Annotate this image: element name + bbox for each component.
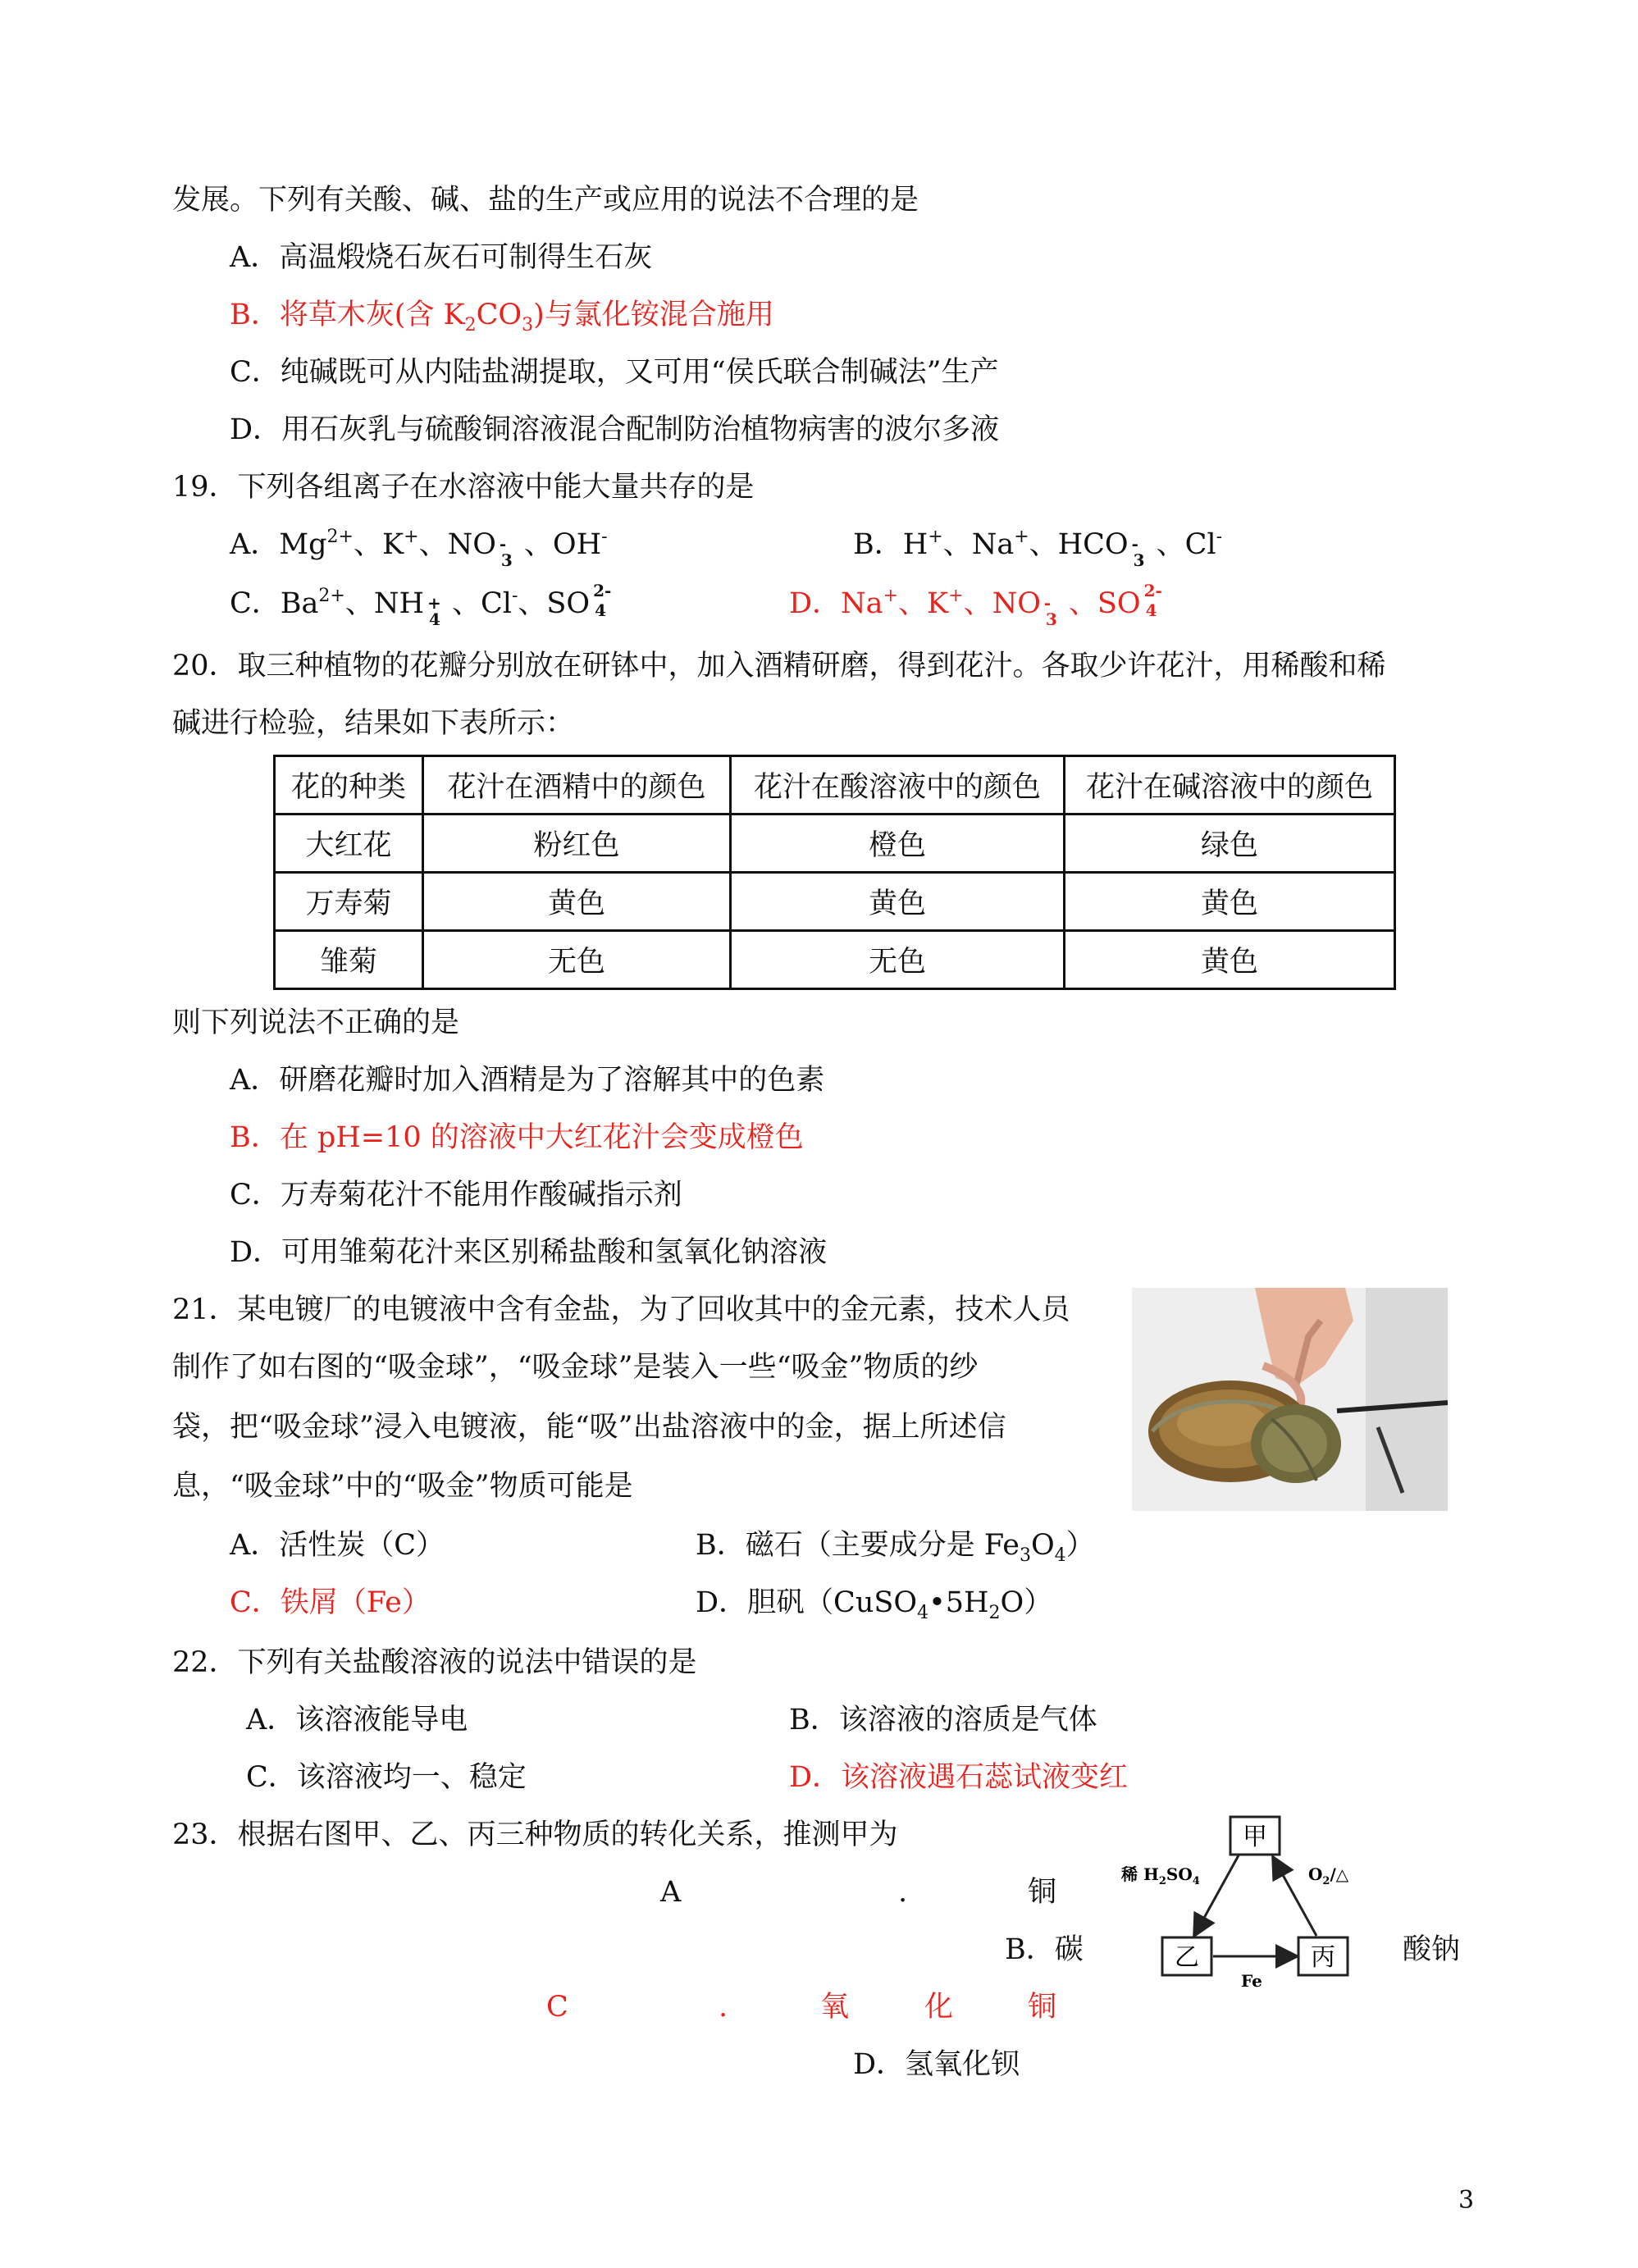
q18-option-c: C．纯碱既可从内陆盐湖提取，又可用“侯氏联合制碱法”生产	[230, 356, 999, 389]
q22-option-c: C．该溶液均一、稳定	[246, 1761, 527, 1794]
table-cell: 黄色	[1065, 873, 1395, 931]
q23-option-c-char3: 铜	[1028, 1991, 1057, 2024]
q23-stem: 23．根据右图甲、乙、丙三种物质的转化关系，推测甲为	[172, 1819, 898, 1851]
table-header-cell: 花汁在碱溶液中的颜色	[1065, 756, 1395, 815]
q22-stem: 22．下列有关盐酸溶液的说法中错误的是	[172, 1646, 697, 1679]
table-row	[275, 873, 1395, 931]
table-cell: 黄色	[731, 873, 1065, 931]
q19-option-b: B．H+、Na+、HCO - 3 、Cl-	[853, 527, 1223, 570]
q18-option-d: D．用石灰乳与硫酸铜溶液混合配制防治植物病害的波尔多液	[230, 413, 1000, 446]
table-header-cell: 花汁在酒精中的颜色	[423, 756, 731, 815]
right-arrow-label: $O_2/\triangle$	[1308, 1864, 1349, 1887]
q23-option-a-letter: A	[660, 1876, 682, 1909]
gold-absorbing-ball-photo	[1132, 1288, 1448, 1511]
q21-stem-line1: 21．某电镀厂的电镀液中含有金盐，为了回收其中的金元素，技术人员	[172, 1294, 1070, 1326]
table-header-row	[275, 756, 1395, 815]
q23-option-c-char2: 化	[924, 1991, 954, 2024]
q23-option-a-dot: .	[898, 1876, 908, 1909]
q19-option-c: C．$Ba^{2+}$、NH + 4 、Cl-、SO 2- 4	[230, 581, 612, 629]
q20-option-c: C．万寿菊花汁不能用作酸碱指示剂	[230, 1179, 682, 1212]
q20-option-d: D．可用雏菊花汁来区别稀盐酸和氢氧化钠溶液	[230, 1236, 828, 1269]
left-arrow-label: 稀 $H_2SO_4$	[1121, 1864, 1200, 1887]
q19-stem: 19．下列各组离子在水溶液中能大量共存的是	[172, 471, 755, 504]
q23-option-a-text: 铜	[1028, 1876, 1057, 1909]
q18-option-a: A．高温煅烧石灰石可制得生石灰	[230, 241, 653, 274]
q20-lead: 则下列说法不正确的是	[172, 1006, 460, 1039]
q22-option-b: B．该溶液的溶质是气体	[789, 1704, 1097, 1736]
q23-option-b-text-end: 酸钠	[1403, 1933, 1461, 1966]
table-cell: 黄色	[1065, 931, 1395, 989]
table-header-cell: 花的种类	[275, 756, 423, 815]
q20-stem-line2: 碱进行检验，结果如下表所示：	[172, 707, 575, 740]
table-row	[275, 931, 1395, 989]
q21-option-d: D．胆矾$(CuSO_4•5H_2O)$	[696, 1586, 1053, 1623]
node-yi: 乙	[1175, 1943, 1199, 1972]
bottom-arrow-label: Fe	[1241, 1971, 1262, 1991]
table-cell: 大红花	[275, 815, 423, 873]
q19-option-d: D．Na+、K+、NO - 3 、SO 2- 4	[789, 581, 1162, 629]
q18-stem: 发展。下列有关酸、碱、盐的生产或应用的说法不合理的是	[172, 184, 919, 217]
q21-stem-line4: 息，“吸金球”中的“吸金”物质可能是	[172, 1470, 633, 1503]
q20-option-b: B．在 pH=10 的溶液中大红花汁会变成橙色	[230, 1121, 804, 1154]
table-cell: 绿色	[1065, 815, 1395, 873]
q23-option-b-text: B．碳	[1005, 1933, 1084, 1966]
q21-option-b: B．磁石（主要成分是 $Fe_3O_4$）	[696, 1529, 1095, 1566]
q23-option-c-char1: 氧	[820, 1991, 850, 2024]
table-cell: 黄色	[423, 873, 731, 931]
q21-option-c: C．铁屑（Fe）	[230, 1586, 431, 1619]
q23-option-c-letter: C	[546, 1991, 568, 2024]
q22-option-a: A．该溶液能导电	[246, 1704, 468, 1736]
table-cell: 无色	[423, 931, 731, 989]
node-jia: 甲	[1243, 1823, 1267, 1851]
conversion-diagram	[1111, 1813, 1394, 2001]
table-header-cell: 花汁在酸溶液中的颜色	[731, 756, 1065, 815]
page-number: 3	[1458, 2186, 1475, 2215]
table-cell: 万寿菊	[275, 873, 423, 931]
table-cell: 橙色	[731, 815, 1065, 873]
table-cell: 无色	[731, 931, 1065, 989]
table-row	[275, 815, 1395, 873]
node-bing: 丙	[1311, 1943, 1335, 1972]
table-cell: 雏菊	[275, 931, 423, 989]
q20-option-a: A．研磨花瓣时加入酒精是为了溶解其中的色素	[230, 1064, 825, 1097]
q18-option-b: B．将草木灰(含 $K_2CO_3$)与氯化铵混合施用	[230, 299, 774, 335]
q23-option-d: D．氢氧化钡	[853, 2048, 1020, 2081]
q21-stem-line2: 制作了如右图的“吸金球”，“吸金球”是装入一些“吸金”物质的纱	[172, 1351, 979, 1384]
q21-option-a: A．活性炭（C）	[230, 1529, 445, 1562]
q22-option-d: D．该溶液遇石蕊试液变红	[789, 1761, 1129, 1794]
q21-stem-line3: 袋，把“吸金球”浸入电镀液，能“吸”出盐溶液中的金，据上所述信	[172, 1411, 1006, 1444]
q20-stem-line1: 20．取三种植物的花瓣分别放在研钵中，加入酒精研磨，得到花汁。各取少许花汁，用稀酸和稀	[172, 650, 1386, 682]
q23-option-c-dot: .	[719, 1991, 728, 2024]
table-cell: 粉红色	[423, 815, 731, 873]
q19-option-a: A．$Mg^{2+}$、K+、NO - 3 、OH-	[230, 527, 608, 570]
flower-color-table	[273, 755, 1396, 990]
